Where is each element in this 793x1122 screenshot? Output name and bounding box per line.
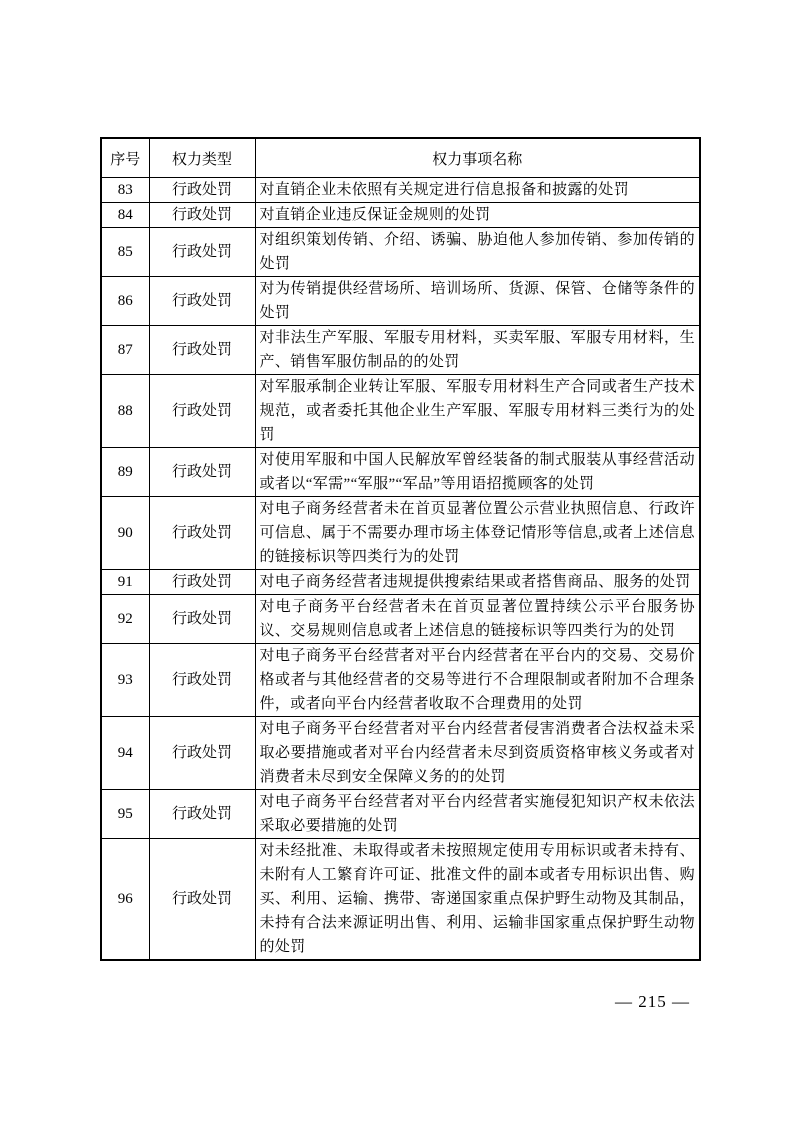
cell-power-item-name: 对组织策划传销、介绍、诱骗、胁迫他人参加传销、参加传销的处罚 (255, 228, 700, 277)
cell-power-item-name: 对军服承制企业转让军服、军服专用材料生产合同或者生产技术规范，或者委托其他企业生产军服、军服专用材料三类行为的处罚 (255, 375, 700, 448)
cell-power-item-name: 对电子商务平台经营者对平台内经营者在平台内的交易、交易价格或者与其他经营者的交易等进行不合理限制或者附加不合理条件，或者向平台内经营者收取不合理费用的处罚 (255, 644, 700, 717)
table-row (101, 203, 700, 228)
cell-serial-number: 88 (101, 375, 149, 448)
header-serial-number: 序号 (101, 138, 149, 178)
cell-power-item-name: 对电子商务平台经营者对平台内经营者侵害消费者合法权益未采取必要措施或者对平台内经营者未尽到资质资格审核义务或者对消费者未尽到安全保障义务的的处罚 (255, 717, 700, 790)
page-number: — 215 — (615, 992, 690, 1011)
cell-power-type: 行政处罚 (149, 790, 255, 839)
table-row (101, 448, 700, 497)
cell-power-type: 行政处罚 (149, 595, 255, 644)
cell-serial-number: 93 (101, 644, 149, 717)
cell-serial-number: 92 (101, 595, 149, 644)
cell-serial-number: 95 (101, 790, 149, 839)
cell-power-type: 行政处罚 (149, 570, 255, 595)
cell-serial-number: 96 (101, 839, 149, 961)
cell-power-type: 行政处罚 (149, 277, 255, 326)
table-header (101, 138, 700, 178)
table-row (101, 497, 700, 570)
header-power-item-name: 权力事项名称 (255, 138, 700, 178)
table-row (101, 375, 700, 448)
cell-serial-number: 94 (101, 717, 149, 790)
table-row (101, 570, 700, 595)
cell-power-type: 行政处罚 (149, 375, 255, 448)
cell-serial-number: 83 (101, 178, 149, 203)
cell-serial-number: 84 (101, 203, 149, 228)
table-row (101, 839, 700, 961)
cell-power-type: 行政处罚 (149, 644, 255, 717)
cell-power-type: 行政处罚 (149, 497, 255, 570)
cell-power-type: 行政处罚 (149, 326, 255, 375)
cell-power-item-name: 对电子商务经营者违规提供搜索结果或者搭售商品、服务的处罚 (255, 570, 700, 595)
table-row (101, 178, 700, 203)
cell-power-type: 行政处罚 (149, 203, 255, 228)
table-row (101, 790, 700, 839)
cell-power-item-name: 对为传销提供经营场所、培训场所、货源、保管、仓储等条件的处罚 (255, 277, 700, 326)
cell-power-item-name: 对电子商务经营者未在首页显著位置公示营业执照信息、行政许可信息、属于不需要办理市场主体登记情形等信息,或者上述信息的链接标识等四类行为的处罚 (255, 497, 700, 570)
cell-power-item-name: 对使用军服和中国人民解放军曾经装备的制式服装从事经营活动或者以“军需”“军服”“军品”等用语招揽顾客的处罚 (255, 448, 700, 497)
cell-serial-number: 91 (101, 570, 149, 595)
power-items-table (100, 137, 701, 961)
cell-power-item-name: 对直销企业违反保证金规则的处罚 (255, 203, 700, 228)
table-row (101, 644, 700, 717)
cell-power-type: 行政处罚 (149, 448, 255, 497)
cell-power-type: 行政处罚 (149, 228, 255, 277)
cell-power-item-name: 对非法生产军服、军服专用材料，买卖军服、军服专用材料，生产、销售军服仿制品的的处罚 (255, 326, 700, 375)
cell-power-type: 行政处罚 (149, 717, 255, 790)
cell-serial-number: 86 (101, 277, 149, 326)
table-row (101, 595, 700, 644)
cell-power-item-name: 对未经批准、未取得或者未按照规定使用专用标识或者未持有、未附有人工繁育许可证、批准文件的副本或者专用标识出售、购买、利用、运输、携带、寄递国家重点保护野生动物及其制品，未持有合法来源证明出售、利用、运输非国家重点保护野生动物的处罚 (255, 839, 700, 961)
table-row (101, 717, 700, 790)
table-row (101, 326, 700, 375)
cell-serial-number: 87 (101, 326, 149, 375)
table-body (101, 178, 700, 961)
table-row (101, 228, 700, 277)
cell-serial-number: 85 (101, 228, 149, 277)
cell-serial-number: 89 (101, 448, 149, 497)
cell-power-item-name: 对直销企业未依照有关规定进行信息报备和披露的处罚 (255, 178, 700, 203)
cell-power-type: 行政处罚 (149, 178, 255, 203)
cell-serial-number: 90 (101, 497, 149, 570)
header-power-type: 权力类型 (149, 138, 255, 178)
cell-power-item-name: 对电子商务平台经营者未在首页显著位置持续公示平台服务协议、交易规则信息或者上述信息的链接标识等四类行为的处罚 (255, 595, 700, 644)
cell-power-type: 行政处罚 (149, 839, 255, 961)
table-header-row (101, 138, 700, 178)
table-row (101, 277, 700, 326)
cell-power-item-name: 对电子商务平台经营者对平台内经营者实施侵犯知识产权未依法采取必要措施的处罚 (255, 790, 700, 839)
